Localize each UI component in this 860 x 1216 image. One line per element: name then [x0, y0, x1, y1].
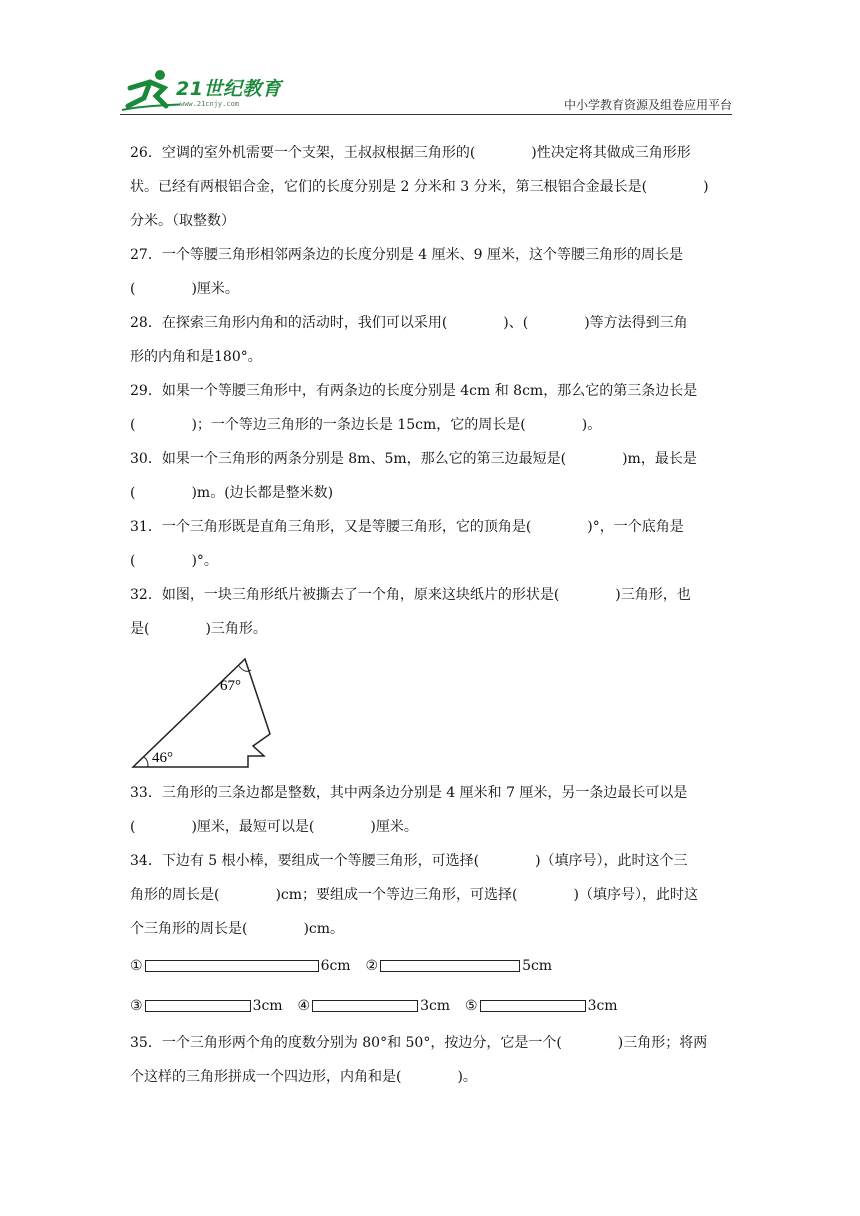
question-line: 是( )三角形。: [130, 621, 267, 637]
question-line: ( )厘米，最短可以是( )厘米。: [130, 819, 418, 835]
question-27: [130, 238, 732, 306]
question-line: 26．空调的室外机需要一个支架，王叔叔根据三角形的( )性决定将其做成三角形形: [130, 145, 691, 161]
question-33: [130, 776, 732, 844]
angle-bottom-label: 46°: [152, 750, 173, 766]
sticks-row-2: [130, 986, 732, 1026]
torn-triangle-figure: [130, 654, 732, 776]
question-28: [130, 306, 732, 374]
question-30: [130, 442, 732, 510]
question-line: 29．如果一个等腰三角形中，有两条边的长度分别是 4cm 和 8cm，那么它的第三条边长是: [130, 383, 698, 399]
question-line: 28．在探索三角形内角和的活动时，我们可以采用( )、( )等方法得到三角: [130, 315, 688, 331]
question-line: ( )厘米。: [130, 281, 239, 297]
question-list: [130, 136, 732, 1094]
question-line: ( )；一个等边三角形的一条边长是 15cm，它的周长是( )。: [130, 417, 602, 433]
question-32: [130, 578, 732, 646]
stick-bar: [145, 960, 319, 972]
question-31: [130, 510, 732, 578]
question-line: ( )°。: [130, 553, 218, 569]
runner-logo-icon: [120, 66, 180, 112]
stick-label: ②: [365, 958, 379, 974]
stick-length: 3cm: [587, 998, 618, 1014]
stick-length: 3cm: [420, 998, 451, 1014]
stick-bar: [145, 1000, 251, 1012]
stick-label: ④: [297, 998, 311, 1014]
question-29: [130, 374, 732, 442]
question-line: 31．一个三角形既是直角三角形，又是等腰三角形，它的顶角是( )°，一个底角是: [130, 519, 684, 535]
question-line: 状。已经有两根铝合金，它们的长度分别是 2 分米和 3 分米，第三根铝合金最长是( ): [130, 179, 709, 195]
question-26: [130, 136, 732, 238]
stick-bar: [312, 1000, 418, 1012]
question-line: 形的内角和是180°。: [130, 349, 262, 365]
stick-label: ⑤: [465, 998, 478, 1014]
stick-length: 6cm: [320, 958, 351, 974]
logo: [120, 66, 290, 112]
sticks-row-1: [130, 946, 732, 986]
stick-bar: [380, 960, 520, 972]
question-line: 33．三角形的三条边都是整数，其中两条边分别是 4 厘米和 7 厘米，另一条边最长可以是: [130, 785, 688, 801]
question-line: 30．如果一个三角形的两条分别是 8m、5m，那么它的第三边最短是( )m，最长是: [130, 451, 697, 467]
header-divider: [120, 114, 732, 115]
stick-label: ③: [130, 998, 143, 1014]
question-line: 34．下边有 5 根小棒，要组成一个等腰三角形，可选择( )（填序号），此时这个三: [130, 853, 688, 869]
question-35: [130, 1026, 732, 1094]
question-line: 35．一个三角形两个角的度数分别为 80°和 50°，按边分，它是一个( )三角形；将两: [130, 1035, 708, 1051]
question-line: 角形的周长是( )cm；要组成一个等边三角形，可选择( )（填序号），此时这: [130, 887, 698, 903]
question-line: 27．一个等腰三角形相邻两条边的长度分别是 4 厘米、9 厘米，这个等腰三角形的周长是: [130, 247, 683, 263]
question-line: ( )m。(边长都是整米数): [130, 485, 334, 501]
stick-length: 5cm: [522, 958, 553, 974]
sticks-figure: [130, 946, 732, 1026]
question-line: 个三角形的周长是( )cm。: [130, 921, 345, 937]
stick-label: ①: [130, 958, 143, 974]
question-line: 32．如图，一块三角形纸片被撕去了一个角，原来这块纸片的形状是( )三角形，也: [130, 587, 691, 603]
stick-length: 3cm: [252, 998, 283, 1014]
page-header: [120, 66, 732, 116]
stick-bar: [480, 1000, 586, 1012]
angle-top-label: 67°: [220, 678, 241, 694]
question-line: 分米。（取整数）: [130, 213, 235, 229]
question-line: 个这样的三角形拼成一个四边形，内角和是( )。: [130, 1069, 477, 1085]
question-34: [130, 844, 732, 946]
logo-url: www.21cnjy.com: [180, 100, 240, 108]
logo-text: 21世纪教育: [176, 78, 282, 100]
torn-triangle-diagram: [130, 654, 290, 774]
platform-name: 中小学教育资源及组卷应用平台: [563, 98, 732, 112]
